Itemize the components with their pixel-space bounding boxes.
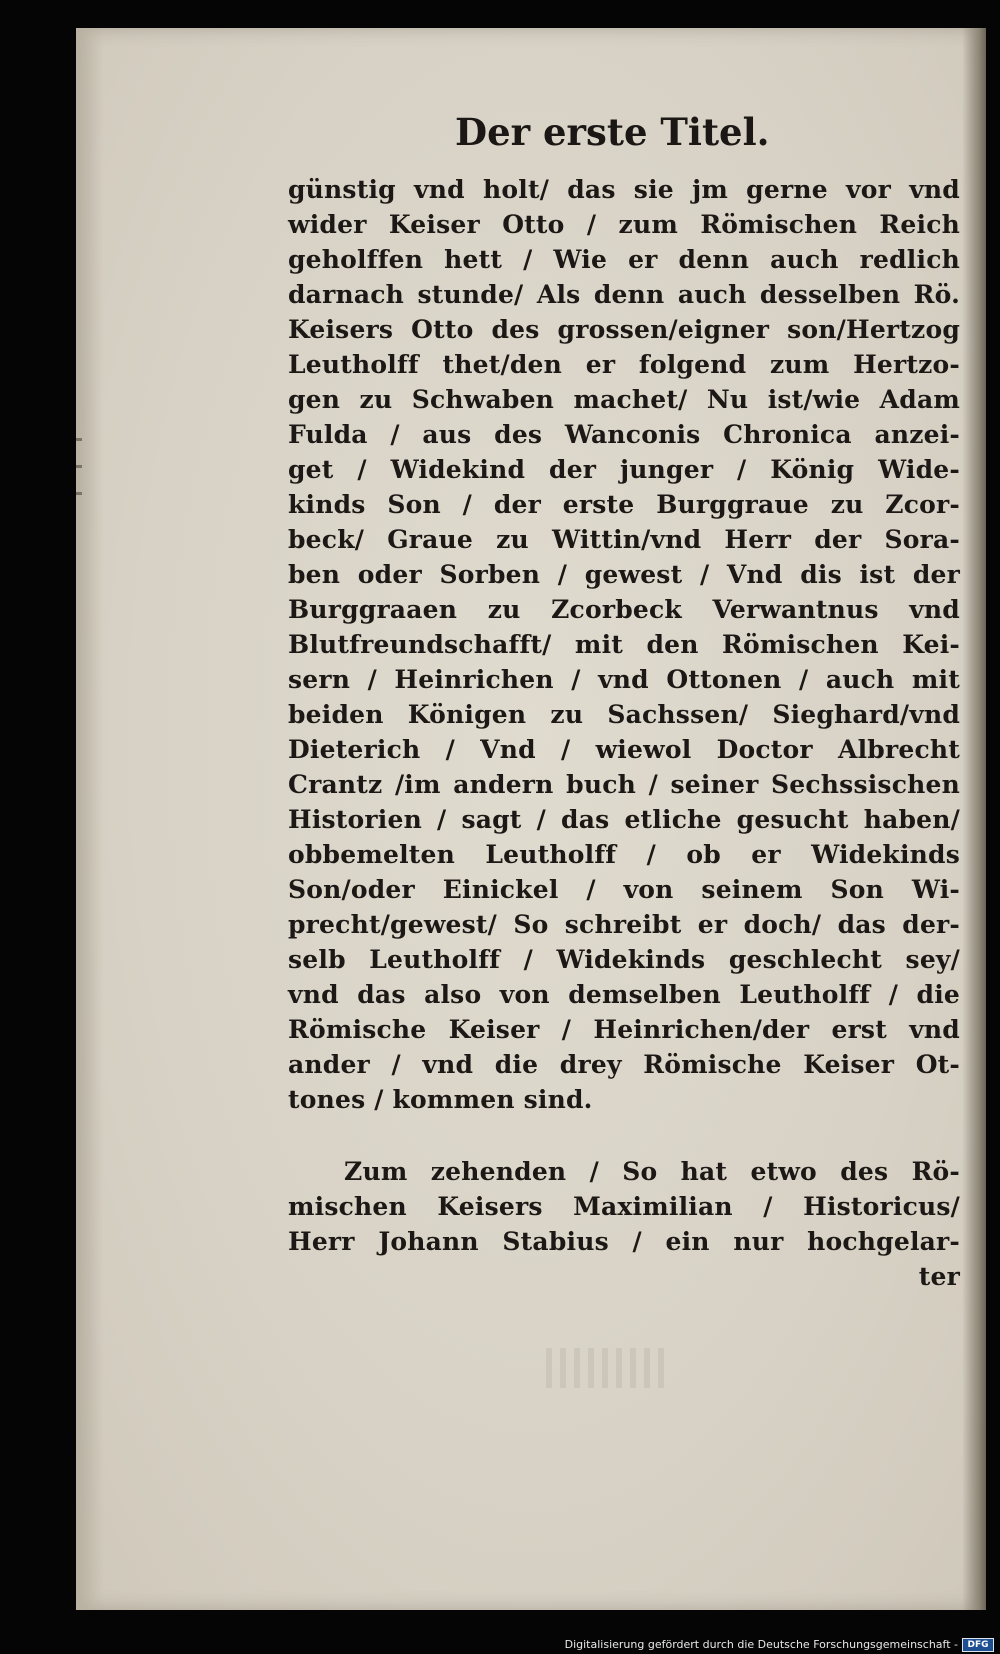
- text-line: Fulda / aus des Wanconis Chronica anzei-: [288, 420, 960, 449]
- text-line: selb Leutholff / Widekinds geschlecht sey/: [288, 945, 960, 974]
- text-line: Dieterich / Vnd / wiewol Doctor Albrecht: [288, 735, 960, 764]
- paragraph-1: [288, 172, 960, 1117]
- text-line: Zum zehenden / So hat etwo des Rö-: [344, 1157, 960, 1186]
- text-line: Crantz /im andern buch / seiner Sechssischen: [288, 770, 960, 799]
- text-line: Leutholff thet/den er folgend zum Hertzo-: [288, 350, 960, 379]
- text-line: get / Widekind der junger / König Wide-: [288, 455, 960, 484]
- running-head: Der erste Titel.: [455, 110, 770, 154]
- text-line: vnd das also von demselben Leutholff / die: [288, 980, 960, 1009]
- text-line: Keisers Otto des grossen/eigner son/Hertzog: [288, 315, 960, 344]
- text-line: tones / kommen sind.: [288, 1085, 593, 1114]
- text-line: beiden Königen zu Sachssen/ Sieghard/vnd: [288, 700, 960, 729]
- text-line: ander / vnd die drey Römische Keiser Ot-: [288, 1050, 960, 1079]
- paragraph-2: [288, 1154, 960, 1259]
- text-line: darnach stunde/ Als denn auch desselben Rö.: [288, 280, 960, 309]
- body-text: [288, 172, 960, 1294]
- text-line: mischen Keisers Maximilian / Historicus/: [288, 1192, 960, 1221]
- text-line: Son/oder Einickel / von seinem Son Wi-: [288, 875, 960, 904]
- text-line: kinds Son / der erste Burggraue zu Zcor-: [288, 490, 960, 519]
- paragraph-gap: [288, 1117, 960, 1154]
- text-line: sern / Heinrichen / vnd Ottonen / auch mit: [288, 665, 960, 694]
- text-line: günstig vnd holt/ das sie jm gerne vor vnd: [288, 175, 960, 204]
- text-line: wider Keiser Otto / zum Römischen Reich: [288, 210, 960, 239]
- dfg-logo: DFG: [962, 1638, 994, 1652]
- text-line: Historien / sagt / das etliche gesucht haben/: [288, 805, 960, 834]
- text-line: beck/ Graue zu Wittin/vnd Herr der Sora-: [288, 525, 960, 554]
- text-line: gen zu Schwaben machet/ Nu ist/wie Adam: [288, 385, 960, 414]
- text-line: geholffen hett / Wie er denn auch redlich: [288, 245, 960, 274]
- page-fold-shadow: [76, 28, 104, 1610]
- catchword: ter: [918, 1262, 960, 1291]
- text-line: Burggraaen zu Zcorbeck Verwantnus vnd: [288, 595, 960, 624]
- text-line: precht/gewest/ So schreibt er doch/ das der-: [288, 910, 960, 939]
- text-line: Blutfreundschafft/ mit den Römischen Kei-: [288, 630, 960, 659]
- digitization-credit: Digitalisierung gefördert durch die Deutsche Forschungsgemeinschaft -: [564, 1638, 958, 1651]
- gutter-shadow: [962, 28, 986, 1610]
- text-line: obbemelten Leutholff / ob er Widekinds: [288, 840, 960, 869]
- text-line: Herr Johann Stabius / ein nur hochgelar-: [288, 1227, 960, 1256]
- show-through-bleed: [546, 1348, 666, 1388]
- text-line: ben oder Sorben / gewest / Vnd dis ist der: [288, 560, 960, 589]
- margin-marks: [76, 438, 84, 528]
- text-line: Römische Keiser / Heinrichen/der erst vnd: [288, 1015, 960, 1044]
